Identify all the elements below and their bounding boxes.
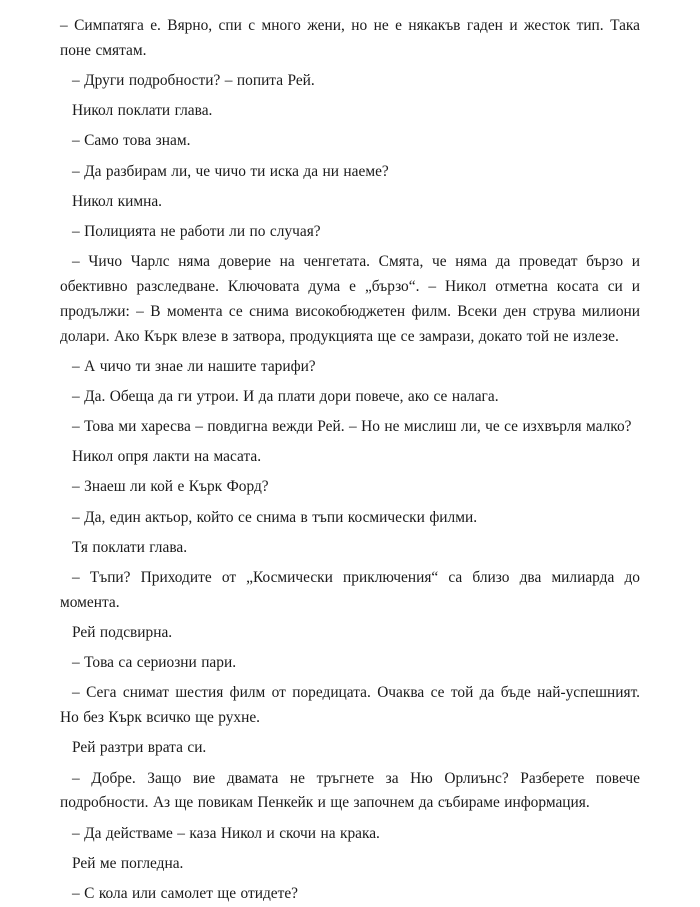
paragraph-4: – Само това знам. <box>72 132 191 150</box>
paragraph-20: Рей разтри врата си. <box>72 739 207 757</box>
paragraph-11: – Това ми харесва – повдигна вежди Рей. – Но не мислиш ли, че се изхвърля малко? <box>72 418 632 436</box>
paragraph-22: – Да действаме – каза Никол и скочи на крака. <box>72 824 380 842</box>
paragraph-13: – Знаеш ли кой е Кърк Форд? <box>72 478 269 496</box>
paragraph-5: – Да разбирам ли, че чичо ти иска да ни наеме? <box>72 162 389 180</box>
paragraph-15: Тя поклати глава. <box>72 538 188 556</box>
paragraph-17: Рей подсвирна. <box>72 623 173 641</box>
paragraph-18: – Това са сериозни пари. <box>72 654 237 672</box>
paragraph-12: Никол опря лакти на масата. <box>72 448 262 466</box>
paragraph-14: – Да, един актьор, който се снима в тъпи космически филми. <box>72 508 478 526</box>
paragraph-3: Никол поклати глава. <box>72 102 213 120</box>
paragraph-10: – Да. Обеща да ги утрои. И да плати дори повече, ако се налага. <box>72 387 499 405</box>
paragraph-23: Рей ме погледна. <box>72 854 184 872</box>
paragraph-8: – Чичо Чарлс няма доверие на ченгетата. Смята, че няма да проведат бързо и обективно разследване. Ключовата дума е „бързо“. – Никол отметна косата си и продължи: – В момента се снима високобюджетен филм. Всеки ден струва милиони долари. Ако Кърк влезе в затвора, продукцията ще се замрази, докато той не излезе. <box>60 253 640 345</box>
paragraph-6: Никол кимна. <box>72 192 163 210</box>
paragraph-16: – Тъпи? Приходите от „Космически приключения“ са близо два милиарда до момента. <box>60 569 640 611</box>
paragraph-9: – А чичо ти знае ли нашите тарифи? <box>72 357 316 375</box>
paragraph-21: – Добре. Защо вие двамата не тръгнете за Ню Орлиънс? Разберете повече подробности. Аз ще повикам Пенкейк и ще започнем да събираме информация. <box>60 769 640 812</box>
paragraph-2: – Други подробности? – попита Рей. <box>72 71 315 89</box>
paragraph-24: – С кола или самолет ще отидете? <box>72 884 299 902</box>
paragraph-1: – Симпатяга е. Вярно, спи с много жени, но не е някакъв гаден и жесток тип. Така поне смятам. <box>60 17 640 59</box>
paragraph-19: – Сега снимат шестия филм от поредицата. Очаква се той да бъде най-успешният. Но без Кърк всичко ще рухне. <box>60 684 640 727</box>
paragraph-7: – Полицията не работи ли по случая? <box>72 222 321 240</box>
